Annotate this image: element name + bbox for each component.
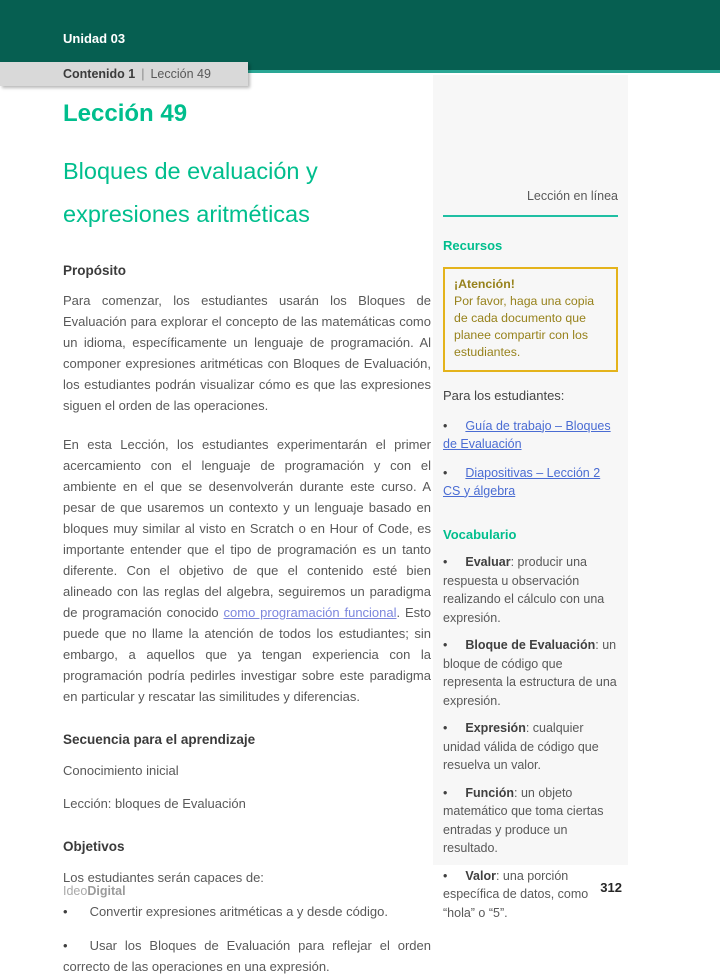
bullet-icon: • — [443, 638, 448, 652]
vocab-item — [443, 784, 618, 858]
bullet-icon: • — [443, 465, 448, 480]
paragraph-text-before-link: En esta Lección, los estudiantes experimentarán el primer acercamiento con el lenguaje de programación y con el ambiente en el que se desenvolverán durante este curso. A pesar de que usaremos un contexto y un lenguaje basado en bloques muy similar al visto en Scratch o en Hour of Code, es importante entender que el tipo de programación es un tanto diferente. Con el objetivo de que el contenido esté bien alineado con las reglas del algebra, seguiremos un paradigma de programación conocido — [63, 437, 431, 620]
vocab-term: Evaluar — [465, 555, 511, 569]
bullet-icon: • — [443, 721, 448, 735]
attention-body: Por favor, haga una copia de cada documento que planee compartir con los estudiantes. — [454, 294, 595, 359]
brand-bold: Digital — [87, 884, 126, 898]
breadcrumb — [0, 62, 248, 86]
students-label: Para los estudiantes: — [443, 388, 565, 403]
vocab-definition: : un objeto matemático que toma ciertas entradas y produce un resultado. — [443, 785, 604, 855]
online-lesson-label: Lección en línea — [526, 189, 618, 203]
vocabulary-heading: Vocabulario — [443, 526, 517, 542]
link-diapositivas[interactable]: Diapositivas – Lección 2 CS y álgebra — [443, 465, 601, 498]
attention-box — [443, 267, 618, 372]
objectives-intro: Los estudiantes serán capaces de: — [63, 870, 264, 885]
vocab-definition: : un bloque de código que representa la estructura de una expresión. — [443, 638, 617, 708]
bullet-icon: • — [443, 418, 448, 433]
brand-light: Ideo — [63, 884, 88, 898]
lesson-title: Bloques de evaluación y expresiones aritméticas — [63, 158, 318, 227]
vocab-definition: : una porción específica de datos, como “hola” o “5”. — [443, 868, 589, 920]
purpose-heading: Propósito — [63, 263, 126, 278]
vocab-term: Función — [465, 785, 514, 800]
objective-text: Convertir expresiones aritméticas a y desde código. — [89, 904, 388, 919]
breadcrumb-content: Contenido 1 — [63, 67, 136, 81]
attention-title: ¡Atención! — [454, 277, 515, 291]
bullet-icon: • — [63, 904, 68, 919]
lesson-number-heading: Lección 49 — [63, 100, 188, 127]
bullet-icon: • — [443, 555, 448, 569]
main-content — [63, 100, 431, 977]
sequence-heading: Secuencia para el aprendizaje — [63, 732, 256, 747]
vocab-definition: : producir una respuesta u observación realizando el cálculo con una expresión. — [443, 555, 605, 625]
vocab-term: Bloque de Evaluación — [465, 638, 596, 652]
breadcrumb-lesson: Lección 49 — [150, 67, 211, 81]
unit-label: Unidad 03 — [63, 31, 126, 46]
sidebar-divider — [443, 215, 618, 217]
vocab-item — [443, 719, 618, 775]
vocab-term: Valor — [465, 868, 496, 883]
resource-list-item — [443, 464, 618, 500]
objectives-heading: Objetivos — [63, 839, 125, 854]
resource-list-item — [443, 417, 618, 453]
purpose-paragraph: Para comenzar, los estudiantes usarán los Bloques de Evaluación para explorar el concepto de las matemáticas como un idioma, específicamente un lenguaje de programación. Al componer expresiones aritméticas con Bloques de Evaluación, los estudiantes podrán visualizar cómo es que las expresiones siguen el orden de las operaciones. — [63, 293, 431, 413]
objective-item — [63, 901, 431, 922]
objective-item — [63, 935, 431, 977]
link-guia-de-trabajo[interactable]: Guía de trabajo – Bloques de Evaluación — [443, 418, 611, 451]
sequence-item: Conocimiento inicial — [63, 763, 179, 778]
vocab-definition: : cualquier unidad válida de código que resuelva un valor. — [443, 721, 599, 772]
resources-heading: Recursos — [443, 237, 503, 253]
vocab-item — [443, 636, 618, 710]
vocab-item — [443, 867, 618, 923]
bullet-icon: • — [443, 868, 448, 883]
paragraph-text-after-link: . Esto puede que no llame la atención de todos los estudiantes; sin embargo, a aquellos que ya tengan experiencia con la programación podría pedirles investigar sobre este paradigma en particular y rescatar las similitudes y diferencias. — [63, 605, 431, 704]
page-number: 312 — [600, 880, 622, 895]
bullet-icon: • — [63, 938, 68, 953]
objective-text: Usar los Bloques de Evaluación para reflejar el orden correcto de las operaciones en una expresión. — [63, 938, 431, 974]
vocab-item — [443, 553, 618, 627]
sequence-item: Lección: bloques de Evaluación — [63, 796, 246, 811]
vocab-term: Expresión — [465, 721, 526, 735]
bullet-icon: • — [443, 785, 448, 800]
lesson-paragraph-2 — [63, 434, 431, 707]
link-programacion-funcional[interactable]: como programación funcional — [223, 605, 397, 620]
breadcrumb-separator: | — [141, 67, 145, 81]
footer-brand-logo — [63, 884, 126, 898]
